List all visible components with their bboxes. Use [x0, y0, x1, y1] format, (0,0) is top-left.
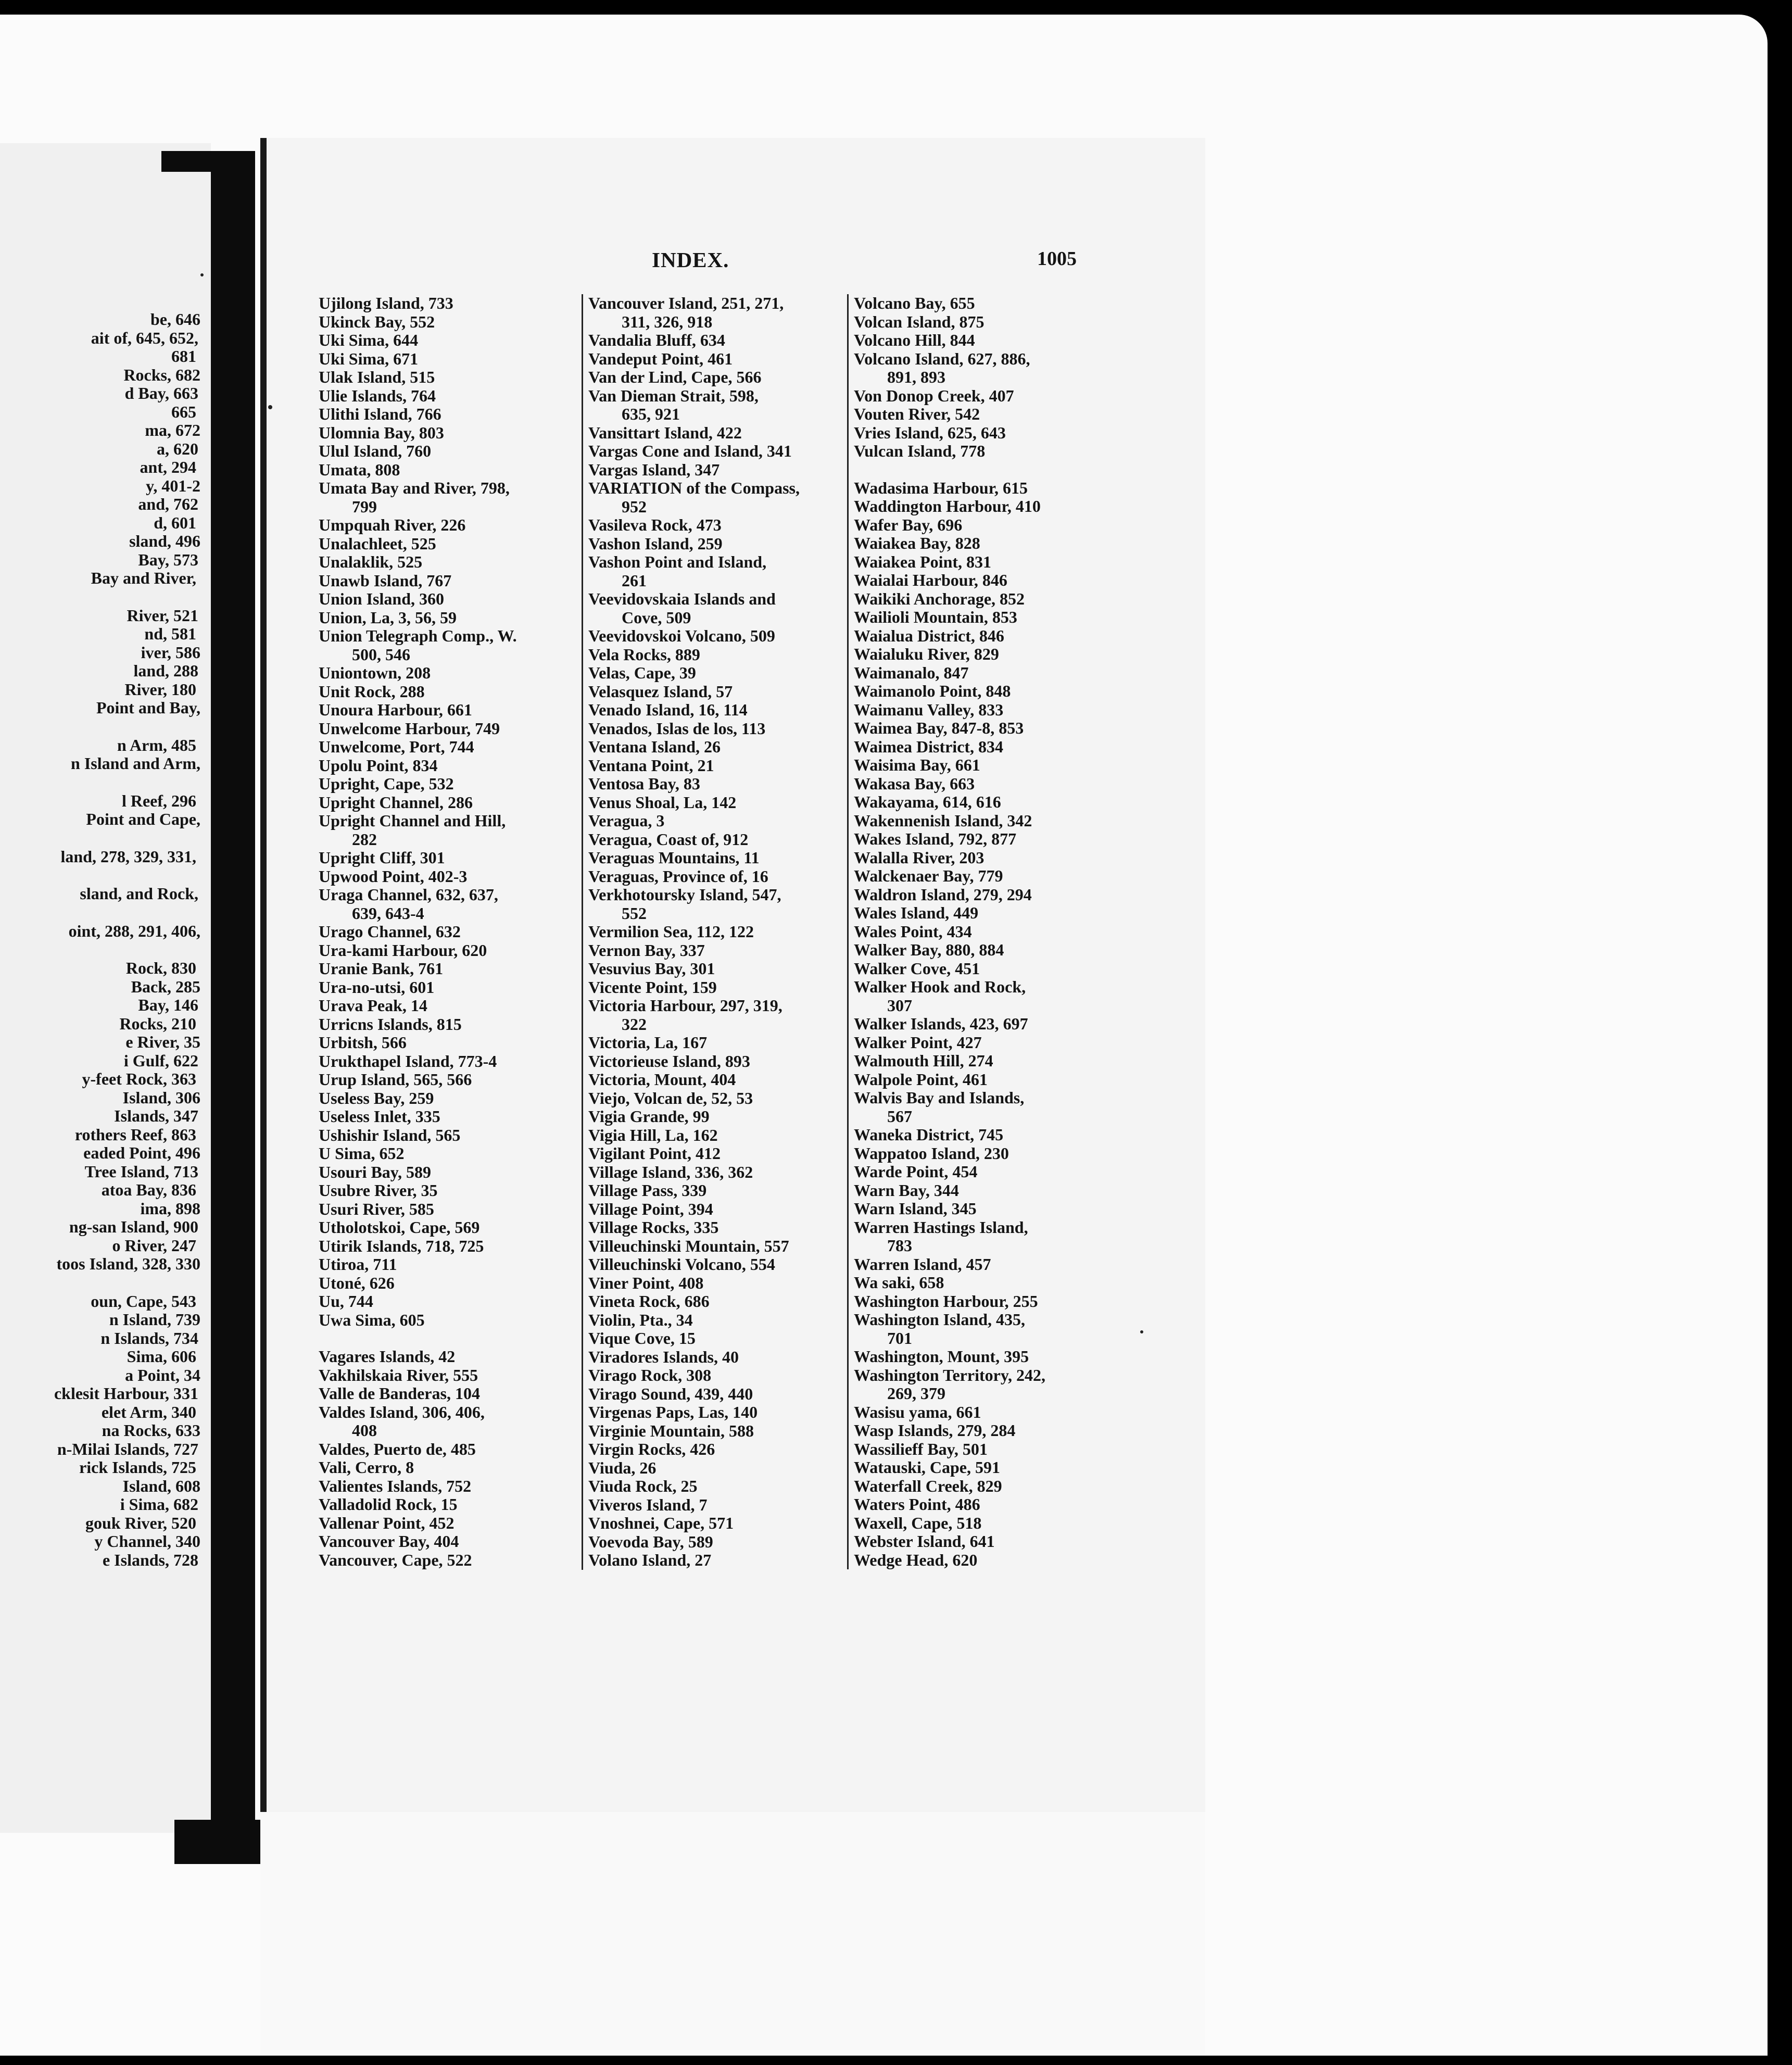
index-entry: Watauski, Cape, 591	[854, 1458, 1000, 1477]
index-entry: Veraguas Mountains, 11	[588, 848, 760, 867]
left-page-entry: oun, Cape, 543	[91, 1291, 196, 1311]
index-entry: 799	[319, 497, 377, 516]
index-entry: Viuda Rock, 25	[588, 1477, 698, 1495]
index-entry: Upright Channel, 286	[319, 792, 473, 812]
left-page-entry: Rocks, 210	[119, 1014, 196, 1033]
index-entry: Urava Peak, 14	[319, 996, 427, 1015]
dust-speck	[268, 405, 272, 409]
left-page-entry: sland, and Rock,	[80, 884, 198, 903]
index-entry: Upright, Cape, 532	[319, 774, 454, 793]
index-entry: Washington Island, 435,	[854, 1310, 1026, 1329]
left-page-entry: ant, 294	[140, 458, 196, 476]
index-entry: Villeuchinski Mountain, 557	[588, 1236, 789, 1255]
index-entry: 311, 326, 918	[588, 312, 713, 331]
left-page-entry: ma, 672	[145, 421, 200, 439]
index-entry: Vineta Rock, 686	[588, 1292, 710, 1311]
index-entry: Vali, Cerro, 8	[319, 1458, 414, 1477]
index-entry: Victoria, Mount, 404	[588, 1070, 736, 1089]
index-entry: Union Island, 360	[319, 589, 444, 608]
index-entry: Villeuchinski Volcano, 554	[588, 1255, 775, 1274]
index-entry: Usubre River, 35	[319, 1181, 438, 1200]
index-entry: Veevidovskoi Volcano, 509	[588, 626, 775, 645]
index-entry: Vnoshnei, Cape, 571	[588, 1514, 734, 1532]
index-entry: Umata Bay and River, 798,	[319, 479, 510, 497]
index-entry: Waxell, Cape, 518	[854, 1513, 982, 1532]
index-entry: Vallenar Point, 452	[319, 1513, 455, 1532]
index-entry: Wasp Islands, 279, 284	[854, 1421, 1016, 1440]
index-entry: Violin, Pta., 34	[588, 1310, 693, 1329]
index-entry: Vulcan Island, 778	[854, 442, 986, 460]
index-entry: Valladolid Rock, 15	[319, 1495, 458, 1514]
index-entry: Ushishir Island, 565	[319, 1125, 461, 1144]
index-entry: Wedge Head, 620	[854, 1550, 978, 1569]
index-entry: Wafer Bay, 696	[854, 515, 963, 534]
index-column-3	[847, 294, 1112, 1569]
index-entry: Wakayama, 614, 616	[854, 792, 1001, 811]
left-page-entry: y, 401-2	[146, 476, 200, 495]
index-entry: Utholotskoi, Cape, 569	[319, 1218, 480, 1237]
index-entry: Ukinck Bay, 552	[319, 312, 435, 331]
index-entry: Warde Point, 454	[854, 1162, 978, 1181]
index-entry: Virginie Mountain, 588	[588, 1421, 754, 1440]
index-entry: Ulithi Island, 766	[319, 405, 441, 423]
index-entry: Walker Islands, 423, 697	[854, 1014, 1028, 1033]
index-entry: Valientes Islands, 752	[319, 1476, 472, 1495]
left-page-entry: iver, 586	[141, 643, 200, 662]
left-page-entry: n-Milai Islands, 727	[57, 1439, 198, 1458]
index-entry: 783	[854, 1236, 912, 1255]
index-entry: Union, La, 3, 56, 59	[319, 608, 457, 627]
index-entry: Walckenaer Bay, 779	[854, 866, 1003, 885]
index-entry: Waimanalo, 847	[854, 663, 969, 682]
index-entry: Union Telegraph Comp., W.	[319, 626, 517, 645]
left-page-entry: rick Islands, 725	[79, 1458, 196, 1477]
index-entry: Umpquah River, 226	[319, 515, 466, 534]
index-entry: Valdes, Puerto de, 485	[319, 1439, 476, 1458]
index-entry: Waikiki Anchorage, 852	[854, 589, 1025, 608]
index-entry: Wassilieff Bay, 501	[854, 1439, 988, 1458]
index-entry: Urukthapel Island, 773-4	[319, 1051, 497, 1071]
index-entry: Wakennenish Island, 342	[854, 811, 1032, 830]
index-entry: Vandeput Point, 461	[588, 349, 733, 368]
left-page-entry: e River, 35	[125, 1032, 200, 1051]
index-entry: VARIATION of the Compass,	[588, 479, 800, 497]
index-entry: Umata, 808	[319, 460, 400, 479]
index-entry: Wailioli Mountain, 853	[854, 608, 1017, 626]
index-entry: Vagares Islands, 42	[319, 1347, 456, 1366]
left-page-entry: d, 601	[154, 513, 196, 532]
left-page-entry: and, 762	[138, 495, 198, 513]
index-entry: Veevidovskaia Islands and	[588, 589, 776, 608]
index-entry: Village Rocks, 335	[588, 1218, 719, 1237]
index-entry: Vargas Cone and Island, 341	[588, 442, 792, 460]
index-entry: Volcano Island, 627, 886,	[854, 349, 1030, 368]
index-entry: Warn Island, 345	[854, 1199, 977, 1218]
film-edge-right	[1768, 0, 1792, 2065]
index-entry: 639, 643-4	[319, 903, 424, 923]
index-entry: 952	[588, 497, 647, 516]
left-page-entry: n Arm, 485	[117, 735, 196, 754]
index-entry: Vernon Bay, 337	[588, 940, 705, 960]
index-entry: Wales Island, 449	[854, 903, 979, 922]
index-entry: 307	[854, 996, 912, 1015]
index-entry: Vakhilskaia River, 555	[319, 1365, 478, 1384]
index-entry: Ulomnia Bay, 803	[319, 423, 444, 442]
index-entry: Wa saki, 658	[854, 1273, 944, 1292]
index-entry: Verkhotoursky Island, 547,	[588, 885, 781, 904]
left-page-entry: ima, 898	[140, 1199, 200, 1218]
index-entry: Waimea Bay, 847-8, 853	[854, 719, 1024, 737]
index-entry: Vancouver Bay, 404	[319, 1532, 459, 1551]
index-entry: Urup Island, 565, 566	[319, 1070, 472, 1089]
page-number: 1005	[1037, 248, 1077, 270]
index-entry: 282	[319, 829, 377, 849]
index-entry: Vigia Grande, 99	[588, 1107, 710, 1126]
index-entry: Viner Point, 408	[588, 1273, 704, 1292]
index-entry: Washington, Mount, 395	[854, 1347, 1029, 1366]
index-entry: Urbitsh, 566	[319, 1033, 407, 1052]
index-entry: Village Point, 394	[588, 1199, 713, 1218]
index-entry: Wasisu yama, 661	[854, 1402, 981, 1421]
index-entry: Walvis Bay and Islands,	[854, 1088, 1025, 1107]
left-page-entry: Rocks, 682	[123, 365, 200, 384]
index-entry: Waialua District, 846	[854, 626, 1004, 645]
left-page-entry: oint, 288, 291, 406,	[68, 921, 200, 940]
index-entry: 269, 379	[854, 1384, 945, 1403]
index-entry: Ulul Island, 760	[319, 442, 432, 460]
index-entry: Walalla River, 203	[854, 848, 985, 867]
gutter-shadow	[211, 151, 255, 1859]
index-entry: Waimanolo Point, 848	[854, 682, 1011, 700]
index-entry: Upwood Point, 402-3	[319, 866, 468, 886]
left-page-entry: Point and Bay,	[96, 698, 200, 717]
index-entry: Uwa Sima, 605	[319, 1310, 425, 1329]
index-page	[260, 138, 1205, 1812]
index-entry: Ujilong Island, 733	[319, 294, 453, 312]
index-entry: Waddington Harbour, 410	[854, 497, 1041, 515]
index-entry: Waialuku River, 829	[854, 645, 999, 663]
index-entry: Walker Bay, 880, 884	[854, 940, 1004, 959]
index-entry: Unoura Harbour, 661	[319, 700, 472, 719]
index-entry: Van der Lind, Cape, 566	[588, 368, 762, 386]
left-page-entry: Point and Cape,	[86, 810, 200, 828]
index-entry: Cove, 509	[588, 608, 691, 627]
index-entry: Utirik Islands, 718, 725	[319, 1236, 484, 1255]
index-entry: Ura-kami Harbour, 620	[319, 940, 487, 960]
left-page-entry: na Rocks, 633	[102, 1421, 200, 1440]
left-page-entry: gouk River, 520	[85, 1513, 196, 1532]
index-entry: Ventana Point, 21	[588, 756, 714, 775]
index-entry: 567	[854, 1106, 912, 1126]
index-entry: Von Donop Creek, 407	[854, 386, 1014, 405]
index-entry: Vela Rocks, 889	[588, 645, 700, 664]
index-entry: Washington Territory, 242,	[854, 1365, 1046, 1384]
index-entry: Vigia Hill, La, 162	[588, 1125, 718, 1144]
left-page-entry: Bay, 573	[138, 550, 198, 569]
index-entry: Ura-no-utsi, 601	[319, 977, 435, 997]
index-entry: Upolu Point, 834	[319, 756, 438, 775]
index-entry: Usouri Bay, 589	[319, 1162, 432, 1181]
index-entry: Vries Island, 625, 643	[854, 423, 1006, 442]
index-entry: 701	[854, 1328, 912, 1348]
index-entry: Vashon Island, 259	[588, 534, 723, 553]
index-entry: Unalaklik, 525	[319, 552, 423, 571]
index-entry: Waters Point, 486	[854, 1495, 980, 1514]
index-entry: Wakasa Bay, 663	[854, 774, 975, 793]
page-underlay	[260, 1812, 1205, 2056]
left-page-entry: Tree Island, 713	[84, 1162, 198, 1181]
left-page-entry: elet Arm, 340	[101, 1402, 196, 1421]
index-entry: 261	[588, 571, 647, 590]
left-page-entry: n Island and Arm,	[71, 754, 200, 773]
left-page-entry: cklesit Harbour, 331	[54, 1384, 198, 1403]
index-entry: Volano Island, 27	[588, 1551, 712, 1569]
index-entry: Venado Island, 16, 114	[588, 700, 748, 719]
index-entry: Wadasima Harbour, 615	[854, 478, 1028, 497]
index-entry: Viveros Island, 7	[588, 1495, 708, 1514]
index-entry: Waldron Island, 279, 294	[854, 885, 1032, 904]
film-edge-bottom	[0, 2056, 1792, 2065]
dust-speck	[200, 273, 204, 276]
index-entry: Utoné, 626	[319, 1273, 395, 1292]
index-entry: Walpole Point, 461	[854, 1069, 988, 1089]
index-column-1	[319, 294, 566, 1569]
index-entry: Unit Rock, 288	[319, 682, 425, 701]
index-entry: Victoria, La, 167	[588, 1033, 708, 1052]
index-entry: Webster Island, 641	[854, 1532, 995, 1551]
index-entry: Unawb Island, 767	[319, 571, 452, 590]
index-column-2	[582, 294, 836, 1570]
left-page-entry: Rock, 830	[125, 959, 196, 977]
left-page-entry: atoa Bay, 836	[101, 1180, 196, 1199]
index-entry: Viejo, Volcan de, 52, 53	[588, 1088, 753, 1107]
index-entry: Waiakea Bay, 828	[854, 534, 980, 552]
left-page-entry: Island, 608	[122, 1476, 200, 1495]
index-entry: Wappatoo Island, 230	[854, 1143, 1009, 1163]
index-entry: Waialai Harbour, 846	[854, 571, 1007, 589]
index-entry: Vique Cove, 15	[588, 1329, 696, 1348]
index-entry: Upright Channel and Hill,	[319, 811, 506, 830]
index-entry: 891, 893	[854, 368, 945, 386]
index-entry: Venus Shoal, La, 142	[588, 792, 737, 812]
left-page-entry: eaded Point, 496	[83, 1143, 200, 1162]
left-page-entry: Island, 306	[122, 1088, 200, 1107]
index-entry: Unwelcome, Port, 744	[319, 737, 474, 756]
gutter-shadow-bottom	[174, 1820, 273, 1864]
index-entry: Walker Point, 427	[854, 1032, 982, 1052]
index-entry: Unalachleet, 525	[319, 534, 436, 553]
left-page-entry: e Islands, 728	[102, 1550, 198, 1569]
index-entry: Vigilant Point, 412	[588, 1144, 721, 1163]
index-entry: Vancouver, Cape, 522	[319, 1550, 472, 1569]
index-entry: Village Island, 336, 362	[588, 1162, 753, 1181]
index-entry: Ulie Islands, 764	[319, 386, 436, 405]
left-page-entry: l Reef, 296	[121, 791, 196, 810]
index-entry: Waneka District, 745	[854, 1125, 1004, 1144]
left-page-entry: River, 180	[124, 679, 196, 699]
index-entry: Vansittart Island, 422	[588, 423, 742, 442]
index-entry: Volcano Bay, 655	[854, 294, 975, 312]
index-entry: 408	[319, 1421, 377, 1440]
index-entry: Veragua, Coast of, 912	[588, 829, 749, 849]
left-page-entry: Islands, 347	[114, 1106, 198, 1125]
left-page-entry: Bay, 146	[138, 996, 198, 1014]
left-page-entry: i Sima, 682	[120, 1495, 198, 1514]
index-entry: 322	[588, 1014, 647, 1034]
left-page-entry: 665	[171, 402, 196, 421]
index-entry: Village Pass, 339	[588, 1181, 707, 1200]
index-entry: Van Dieman Strait, 598,	[588, 386, 759, 405]
index-entry: Valdes Island, 306, 406,	[319, 1402, 485, 1421]
index-entry: Useless Bay, 259	[319, 1088, 434, 1107]
dust-speck	[1140, 1330, 1143, 1333]
index-entry: Washington Harbour, 255	[854, 1291, 1038, 1311]
index-entry: Viradores Islands, 40	[588, 1347, 739, 1366]
index-entry: Warren Hastings Island,	[854, 1217, 1028, 1237]
index-entry: Uki Sima, 644	[319, 331, 419, 349]
index-entry: Vicente Point, 159	[588, 977, 717, 997]
index-entry: Waimanu Valley, 833	[854, 700, 1004, 719]
index-entry: Vashon Point and Island,	[588, 552, 767, 571]
left-page-entry: rothers Reef, 863	[74, 1125, 196, 1144]
index-entry: Victorieuse Island, 893	[588, 1051, 750, 1071]
index-entry: Virago Sound, 439, 440	[588, 1384, 753, 1403]
index-entry: Unwelcome Harbour, 749	[319, 719, 500, 738]
index-entry: Wales Point, 434	[854, 922, 972, 941]
left-page-entry: nd, 581	[144, 624, 196, 643]
left-page-entry: ait of, 645, 652,	[91, 328, 198, 347]
index-entry: Ventosa Bay, 83	[588, 774, 700, 793]
index-entry: Uraga Channel, 632, 637,	[319, 885, 498, 904]
index-entry: Waiakea Point, 831	[854, 552, 992, 571]
index-entry: Viuda, 26	[588, 1458, 657, 1477]
index-entry: Volcan Island, 875	[854, 312, 985, 331]
left-page-entry: 681	[171, 347, 196, 366]
left-page-entry: Sima, 606	[127, 1347, 196, 1366]
index-entry: Volcano Hill, 844	[854, 331, 975, 349]
index-entry: 500, 546	[319, 645, 410, 664]
index-entry: Walker Hook and Rock,	[854, 977, 1026, 996]
index-entry: Warren Island, 457	[854, 1254, 991, 1274]
index-entry: Wakes Island, 792, 877	[854, 829, 1017, 848]
left-page-entry: land, 278, 329, 331,	[60, 847, 196, 866]
left-page-entry: a Point, 34	[125, 1365, 200, 1384]
index-entry: Vouten River, 542	[854, 405, 980, 423]
index-entry: Vermilion Sea, 112, 122	[588, 922, 754, 941]
left-page-entry: y Channel, 340	[94, 1532, 200, 1551]
index-entry: Velasquez Island, 57	[588, 682, 733, 701]
left-page-fragment	[0, 143, 211, 1833]
index-entry: Valle de Banderas, 104	[319, 1384, 480, 1403]
index-entry: Veragua, 3	[588, 811, 665, 830]
left-page-entry: o River, 247	[112, 1236, 196, 1255]
index-entry: Voevoda Bay, 589	[588, 1532, 713, 1551]
index-entry: Virgin Rocks, 426	[588, 1440, 715, 1458]
left-page-entry: y-feet Rock, 363	[82, 1069, 196, 1088]
left-page-entry: Back, 285	[131, 977, 200, 996]
index-entry: Urago Channel, 632	[319, 922, 461, 941]
left-page-entry: ng-san Island, 900	[69, 1217, 198, 1236]
left-page-entry: a, 620	[157, 439, 198, 458]
index-entry: Uu, 744	[319, 1292, 373, 1311]
index-entry: Waterfall Creek, 829	[854, 1476, 1002, 1495]
index-entry: Walker Cove, 451	[854, 959, 980, 978]
page-title: INDEX.	[652, 248, 729, 272]
page-header	[267, 247, 1205, 273]
index-entry: Vargas Island, 347	[588, 460, 720, 479]
left-page-entry: land, 288	[133, 661, 198, 680]
index-entry: Ventana Island, 26	[588, 737, 721, 756]
index-entry: Waisima Bay, 661	[854, 756, 980, 774]
index-entry: 552	[588, 903, 647, 923]
left-page-entry: n Island, 739	[109, 1310, 200, 1329]
left-page-entry: be, 646	[150, 310, 200, 329]
left-page-entry: d Bay, 663	[124, 384, 198, 402]
index-entry: Vesuvius Bay, 301	[588, 959, 715, 978]
index-entry: Uranie Bank, 761	[319, 959, 444, 978]
left-page-entry: n Islands, 734	[100, 1328, 198, 1348]
index-entry: Utiroa, 711	[319, 1255, 397, 1274]
index-entry: Vandalia Bluff, 634	[588, 331, 725, 349]
index-entry: U Sima, 652	[319, 1144, 405, 1163]
left-page-entry: River, 521	[127, 606, 198, 625]
index-entry: Vasileva Rock, 473	[588, 515, 722, 534]
index-entry: Usuri River, 585	[319, 1199, 434, 1218]
left-page-entry: sland, 496	[129, 532, 200, 550]
index-entry: Waimea District, 834	[854, 737, 1004, 756]
left-page-entry: Bay and River,	[91, 569, 196, 587]
index-entry: Virago Rock, 308	[588, 1366, 712, 1384]
index-entry: Upright Cliff, 301	[319, 848, 445, 867]
index-entry: Victoria Harbour, 297, 319,	[588, 996, 783, 1015]
index-entry: Uki Sima, 671	[319, 349, 419, 368]
index-entry: Walmouth Hill, 274	[854, 1051, 993, 1070]
index-entry: Venados, Islas de los, 113	[588, 719, 766, 738]
index-entry: Warn Bay, 344	[854, 1180, 959, 1200]
index-entry: Virgenas Paps, Las, 140	[588, 1403, 758, 1421]
index-entry: Uniontown, 208	[319, 663, 431, 682]
index-entry: Vancouver Island, 251, 271,	[588, 294, 784, 312]
index-entry: Velas, Cape, 39	[588, 663, 696, 682]
index-entry: 635, 921	[588, 405, 680, 423]
left-page-entry: toos Island, 328, 330	[56, 1254, 200, 1273]
index-entry: Urricns Islands, 815	[319, 1014, 462, 1034]
left-page-entry: i Gulf, 622	[123, 1051, 198, 1070]
index-entry: Useless Inlet, 335	[319, 1107, 440, 1126]
index-entry: Ulak Island, 515	[319, 368, 435, 386]
index-entry: Veraguas, Province of, 16	[588, 866, 768, 886]
